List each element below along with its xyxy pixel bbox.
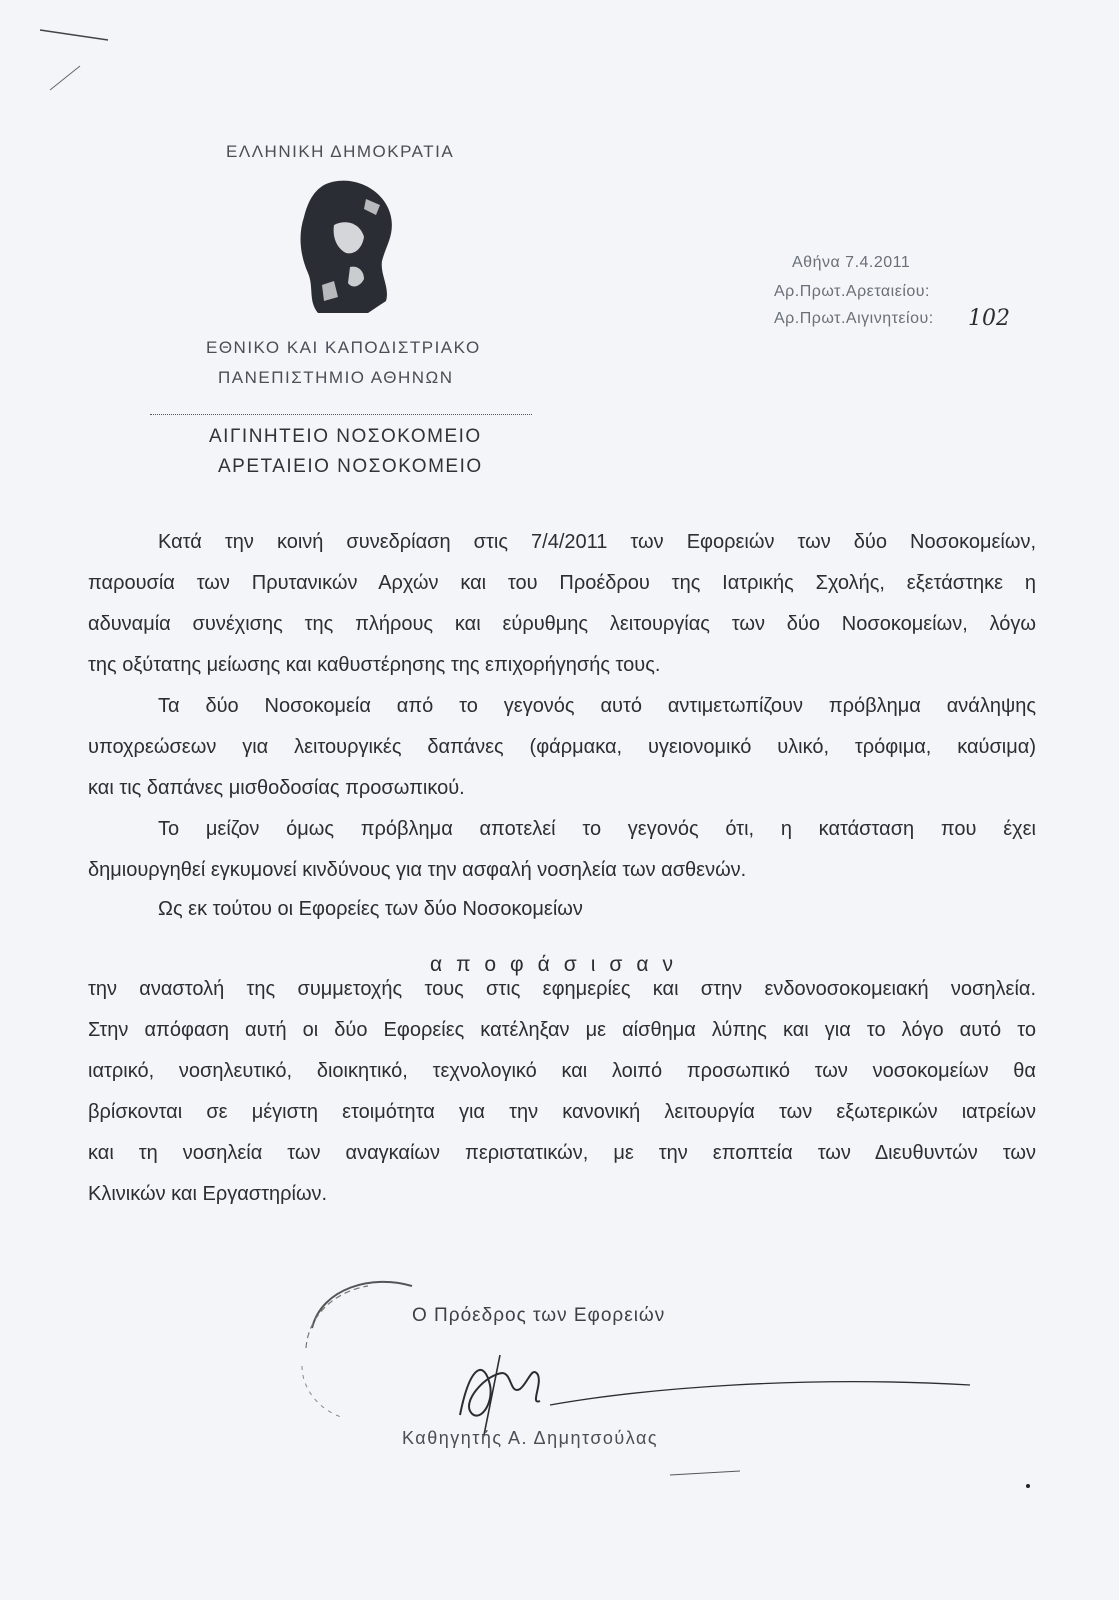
header-divider — [150, 414, 532, 415]
protocol-aiginiteio-label: Αρ.Πρωτ.Αιγινητείου: — [774, 310, 934, 327]
body-line: Κλινικών και Εργαστηρίων. — [88, 1183, 328, 1205]
body-line: και τις δαπάνες μισθοδοσίας προσωπικού. — [88, 777, 465, 799]
protocol-number: 102 — [968, 306, 1010, 331]
athena-head-emblem-icon — [294, 175, 404, 315]
body-line: Στην απόφαση αυτή οι δύο Εφορείες κατέληξαν με αίσθημα λύπης και για το λόγο αυτό το — [88, 1019, 1036, 1041]
university-line-1: ΕΘΝΙΚΟ ΚΑΙ ΚΑΠΟΔΙΣΤΡΙΑΚΟ — [206, 338, 481, 357]
body-line: Τα δύο Νοσοκομεία από το γεγονός αυτό αντιμετωπίζουν πρόβλημα ανάληψης — [158, 695, 1036, 717]
scan-mark-decoration — [0, 0, 120, 100]
protocol-aretaieio-label: Αρ.Πρωτ.Αρεταιείου: — [774, 283, 930, 300]
body-line: δημιουργηθεί εγκυμονεί κινδύνους για την ασφαλή νοσηλεία των ασθενών. — [88, 859, 747, 881]
body-line: της οξύτατης μείωσης και καθυστέρησης της επιχορήγησής τους. — [88, 654, 661, 676]
body-line: την αναστολή της συμμετοχής τους στις εφημερίες και στην ενδονοσοκομειακή νοσηλεία. — [88, 978, 1036, 1000]
body-line: ιατρικό, νοσηλευτικό, διοικητικό, τεχνολογικό και λοιπό προσωπικό των νοσοκομείων θα — [88, 1060, 1036, 1082]
body-line: και τη νοσηλεία των αναγκαίων περιστατικών, με την εποπτεία των Διευθυντών των — [88, 1142, 1036, 1164]
scan-dot-decoration — [1026, 1484, 1030, 1488]
body-line: αδυναμία συνέχισης της πλήρους και εύρυθμης λειτουργίας των δύο Νοσοκομείων, λόγω — [88, 613, 1036, 635]
body-line: Το μείζον όμως πρόβλημα αποτελεί το γεγονός ότι, η κατάσταση που έχει — [158, 818, 1036, 840]
hospital-name-1: ΑΙΓΙΝΗΤΕΙΟ ΝΟΣΟΚΟΜΕΙΟ — [209, 426, 482, 447]
republic-heading: ΕΛΛΗΝΙΚΗ ΔΗΜΟΚΡΑΤΙΑ — [226, 142, 455, 161]
hospital-name-2: ΑΡΕΤΑΙΕΙΟ ΝΟΣΟΚΟΜΕΙΟ — [218, 456, 483, 477]
signatory-title: Ο Πρόεδρος των Εφορειών — [412, 1305, 666, 1326]
body-line: παρουσία των Πρυτανικών Αρχών και του Προέδρου της Ιατρικής Σχολής, εξετάστηκε η — [88, 572, 1036, 594]
body-line: υποχρεώσεων για λειτουργικές δαπάνες (φάρμακα, υγειονομικό υλικό, τρόφιμα, καύσιμα) — [88, 736, 1036, 758]
signatory-name: Καθηγητής Α. Δημητσούλας — [402, 1428, 659, 1448]
round-stamp-icon — [292, 1268, 442, 1428]
decision-word: αποφάσισαν — [430, 953, 687, 976]
university-line-2: ΠΑΝΕΠΙΣΤΗΜΙΟ ΑΘΗΝΩΝ — [218, 368, 454, 387]
document-date: Αθήνα 7.4.2011 — [792, 254, 911, 271]
body-line: Κατά την κοινή συνεδρίαση στις 7/4/2011 των Εφορειών των δύο Νοσοκομείων, — [158, 531, 1036, 553]
body-line: βρίσκονται σε μέγιστη ετοιμότητα για την κανονική λειτουργία των εξωτερικών ιατρείων — [88, 1101, 1036, 1123]
handwritten-signature-icon — [440, 1345, 1000, 1475]
body-line: Ως εκ τούτου οι Εφορείες των δύο Νοσοκομείων — [158, 898, 583, 920]
